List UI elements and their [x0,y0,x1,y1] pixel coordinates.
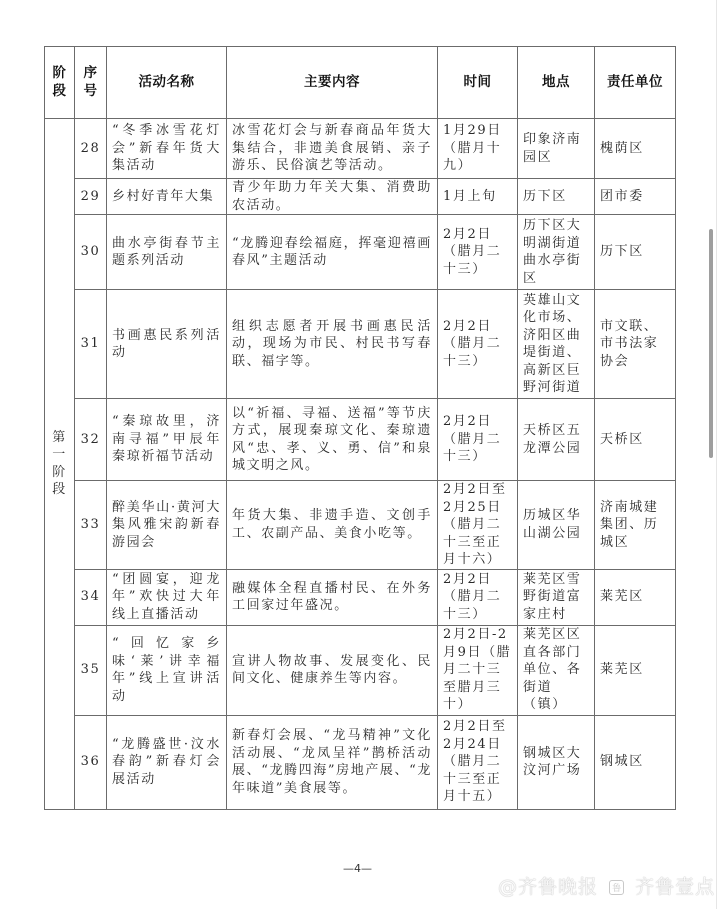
activity-place: 历下区大明湖街道曲水亭街区 [518,215,595,290]
activity-time: 2月2日（腊月二十三） [438,399,518,481]
row-number: 30 [75,215,107,290]
table-row [45,481,676,570]
stage-cell [45,119,75,810]
activity-time: 2月2日-2月9日（腊月二十三至腊月三十） [438,625,518,715]
activity-name: “龙腾盛世·汶水春韵”新春灯会展活动 [107,715,227,809]
activity-place: 莱芜区雪野街道富家庄村 [518,569,595,625]
row-number: 31 [75,290,107,399]
vertical-scrollbar[interactable] [709,229,713,458]
activity-place: 印象济南园区 [518,119,595,179]
row-number: 32 [75,399,107,481]
activity-name: “团圆宴，迎龙年”欢快过大年线上直播活动 [107,569,227,625]
table-row [45,399,676,481]
activity-time: 1月上旬 [438,179,518,215]
activity-time: 2月2日至2月25日（腊月二十三至正月十六） [438,481,518,570]
row-number: 35 [75,625,107,715]
activity-name: 曲水亭街春节主题系列活动 [107,215,227,290]
row-number: 34 [75,569,107,625]
row-number: 36 [75,715,107,809]
header-no [75,47,107,119]
activity-place: 莱芜区区直各部门单位、各街道（镇） [518,625,595,715]
table-row [45,569,676,625]
row-number: 28 [75,119,107,179]
activity-place: 钢城区大汶河广场 [518,715,595,809]
page-number: —4— [343,862,372,875]
table-header-row [45,47,676,119]
table-row [45,119,676,179]
responsible-unit: 槐荫区 [595,119,676,179]
activity-place: 历下区 [518,179,595,215]
responsible-unit: 钢城区 [595,715,676,809]
stage-char: 一 [52,447,67,463]
responsible-unit: 市文联、市书法家协会 [595,290,676,399]
activity-content: 组织志愿者开展书画惠民活动，现场为市民、村民书写春联、福字等。 [227,290,438,399]
activity-name: “冬季冰雪花灯会”新春年货大集活动 [107,119,227,179]
header-no-line2: 号 [83,82,98,99]
activity-name: 乡村好青年大集 [107,179,227,215]
activity-content: 以“祈福、寻福、送福”等节庆方式，展现秦琼文化、秦琼遗风“忠、孝、义、勇、信”和泉城文明之风。 [227,399,438,481]
activity-name: 书画惠民系列活动 [107,290,227,399]
header-stage-line2: 段 [52,82,67,99]
activity-time: 2月2日至2月24日（腊月二十三至正月十五） [438,715,518,809]
watermark-badge-icon: 鲁 [609,880,624,895]
activity-time: 2月2日（腊月二十三） [438,215,518,290]
stage-char: 段 [52,482,67,498]
activity-time: 2月2日（腊月二十三） [438,569,518,625]
table-row [45,625,676,715]
responsible-unit: 莱芜区 [595,625,676,715]
table-row [45,215,676,290]
table-row [45,179,676,215]
row-number: 29 [75,179,107,215]
responsible-unit: 天桥区 [595,399,676,481]
page-edge-divider [716,0,717,909]
header-content: 主要内容 [227,47,438,119]
activity-content: 新春灯会展、“龙马精神”文化活动展、“龙凤呈祥”鹊桥活动展、“龙腾四海”房地产展、“龙年味道”美食展等。 [227,715,438,809]
table-row [45,715,676,809]
header-no-line1: 序 [83,65,98,81]
header-unit: 责任单位 [595,47,676,119]
activity-place: 历城区华山湖公园 [518,481,595,570]
activity-content: 年货大集、非遗手造、文创手工、农副产品、美食小吃等。 [227,481,438,570]
responsible-unit: 莱芜区 [595,569,676,625]
activity-name: “秦琼故里，济南寻福”甲辰年秦琼祈福节活动 [107,399,227,481]
activity-place: 英雄山文化市场、济阳区曲堤街道、高新区巨野河街道 [518,290,595,399]
activity-time: 1月29日（腊月十九） [438,119,518,179]
responsible-unit: 团市委 [595,179,676,215]
watermark [498,872,715,899]
header-stage [45,47,75,119]
responsible-unit: 济南城建集团、历城区 [595,481,676,570]
responsible-unit: 历下区 [595,215,676,290]
activity-time: 2月2日（腊月二十三） [438,290,518,399]
stage-char: 阶 [52,464,67,480]
activity-name: “回忆家乡味‘莱’讲幸福年”线上宣讲活动 [107,625,227,715]
activity-place: 天桥区五龙潭公园 [518,399,595,481]
activity-content: 冰雪花灯会与新春商品年货大集结合，非遗美食展销、亲子游乐、民俗演艺等活动。 [227,119,438,179]
watermark-left-text: @齐鲁晚报 [498,876,599,898]
table-row [45,290,676,399]
row-number: 33 [75,481,107,570]
activity-content: 青少年助力年关大集、消费助农活动。 [227,179,438,215]
activity-content: 宣讲人物故事、发展变化、民间文化、健康养生等内容。 [227,625,438,715]
activity-table [44,46,676,810]
watermark-right-text: 齐鲁壹点 [635,876,716,898]
header-time: 时间 [438,47,518,119]
activity-content: 融媒体全程直播村民、在外务工回家过年盛况。 [227,569,438,625]
stage-char: 第 [52,429,67,445]
header-place: 地点 [518,47,595,119]
activity-name: 醉美华山·黄河大集风雅宋韵新春游园会 [107,481,227,570]
header-stage-line1: 阶 [52,65,67,81]
header-name: 活动名称 [107,47,227,119]
activity-content: “龙腾迎春绘福庭，挥毫迎禧画春风”主题活动 [227,215,438,290]
